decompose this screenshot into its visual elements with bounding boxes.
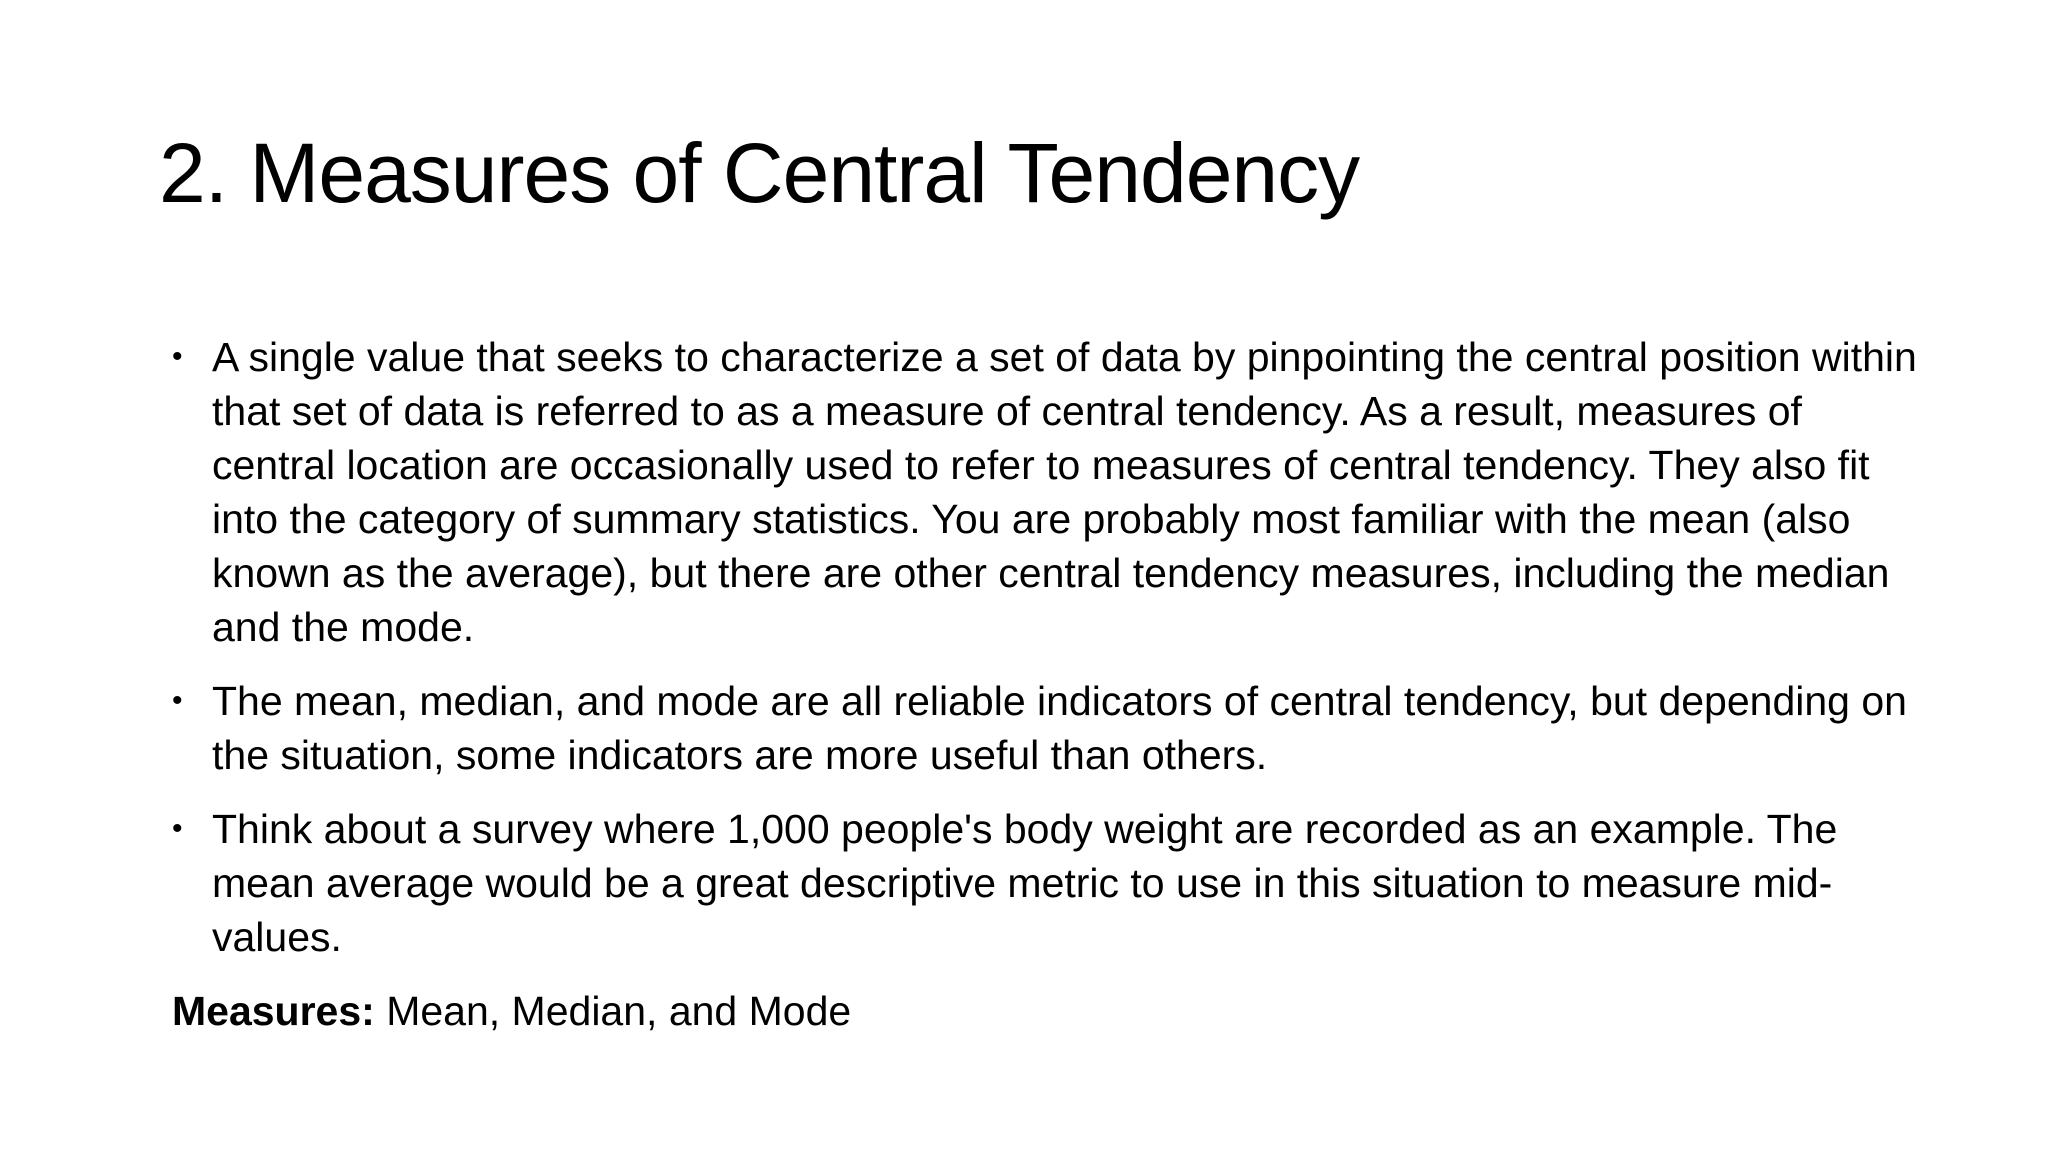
bullet-item-2 [172,674,1932,782]
bullet-dot-icon: • [172,340,183,373]
measures-label: Measures: [172,988,375,1034]
bullet-item-3 [172,802,1932,964]
measures-line [172,984,1932,1038]
bullet-text: A single value that seeks to characterize a set of data by pinpointing the central position within that set of data is referred to as a measure of central tendency. As a result, measures of central location are occasionally used to refer to measures of central tendency. They also fit into the category of summary statistics. You are probably most familiar with the mean (also known as the average), but there are other central tendency measures, including the median and the mode. [212,334,1917,650]
bullet-text: Think about a survey where 1,000 people's body weight are recorded as an example. The mean average would be a great descriptive metric to use in this situation to measure mid-values. [212,806,1838,960]
bullet-item-1 [172,330,1932,654]
slide-body [172,330,1932,1038]
bullet-text: The mean, median, and mode are all reliable indicators of central tendency, but depending on the situation, some indicators are more useful than others. [212,678,1907,778]
bullet-dot-icon: • [172,684,183,717]
measures-value: Mean, Median, and Mode [374,988,852,1034]
bullet-dot-icon: • [172,812,183,845]
slide-title: 2. Measures of Central Tendency [159,126,1360,220]
bullet-list [172,330,1932,964]
